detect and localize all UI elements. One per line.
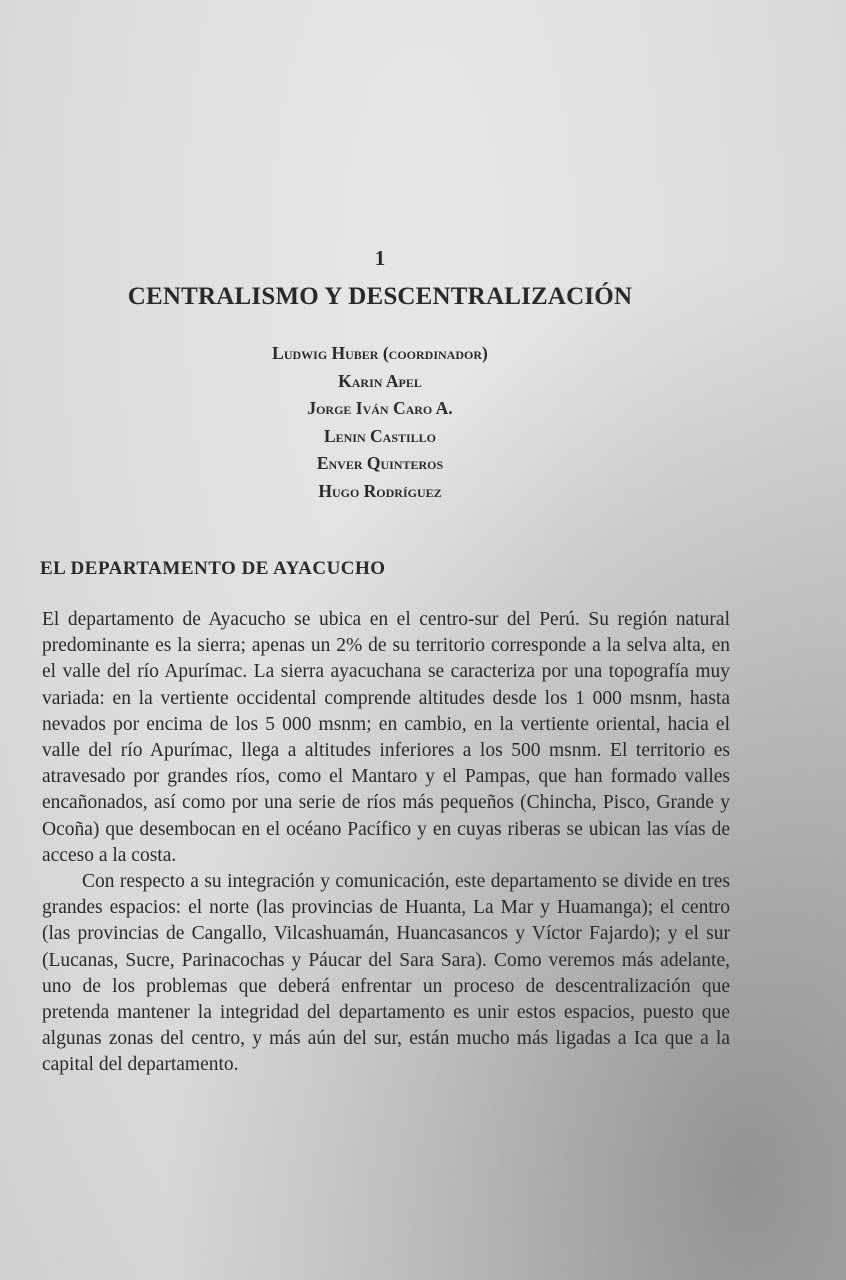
author-name: Enver Quinteros bbox=[316, 453, 444, 473]
paragraph: Con respecto a su integración y comunicación, este departamento se divide en tres grandes espacios: el norte (las provincias de Huanta, La Mar y Huamanga); el centro (las provincias de Cangallo, Vilcashuamán, Huancasancos y Víctor Fajardo); y el sur (Lucanas, Sucre, Parinacochas y Páucar del Sara Sara). Como veremos más adelante, uno de los problemas que deberá enfrentar un proceso de descentralización que pretenda mantener la integridad del departamento es unir estos espacios, puesto que algunas zonas del centro, y más aún del sur, están mucho más ligadas a Ica que a la capital del departamento. bbox=[42, 871, 730, 1076]
author-name: Karin Apel bbox=[338, 370, 422, 391]
section-heading: EL DEPARTAMENTO DE AYACUCHO bbox=[40, 558, 386, 579]
author-name: Hugo Rodríguez bbox=[318, 480, 442, 501]
author-name: Ludwig Huber (coordinador) bbox=[272, 343, 488, 363]
chapter-number: 1 bbox=[374, 246, 386, 270]
body-text bbox=[42, 607, 730, 1079]
chapter-title: CENTRALISMO Y DESCENTRALIZACIÓN bbox=[127, 283, 633, 310]
author-name: Lenin Castillo bbox=[323, 425, 437, 446]
author-list bbox=[0, 340, 760, 505]
author-name: Jorge Iván Caro A. bbox=[307, 398, 453, 418]
paragraph: El departamento de Ayacucho se ubica en el centro-sur del Perú. Su región natural predominante es la sierra; apenas un 2% de su territorio corresponde a la selva alta, en el valle del río Apurímac. La sierra ayacuchana se caracteriza por una topografía muy variada: en la vertiente occidental comprende altitudes desde los 1 000 msnm, hasta nevados por encima de los 5 000 msnm; en cambio, en la vertiente oriental, hacia el valle del río Apurímac, llega a altitudes inferiores a los 500 msnm. El territorio es atravesado por grandes ríos, como el Mantaro y el Pampas, que han formado valles encañonados, así como por una serie de ríos más pequeños (Chincha, Pisco, Grande y Ocoña) que desembocan en el océano Pacífico y en cuyas riberas se ubican las vías de acceso a la costa. bbox=[42, 609, 730, 866]
